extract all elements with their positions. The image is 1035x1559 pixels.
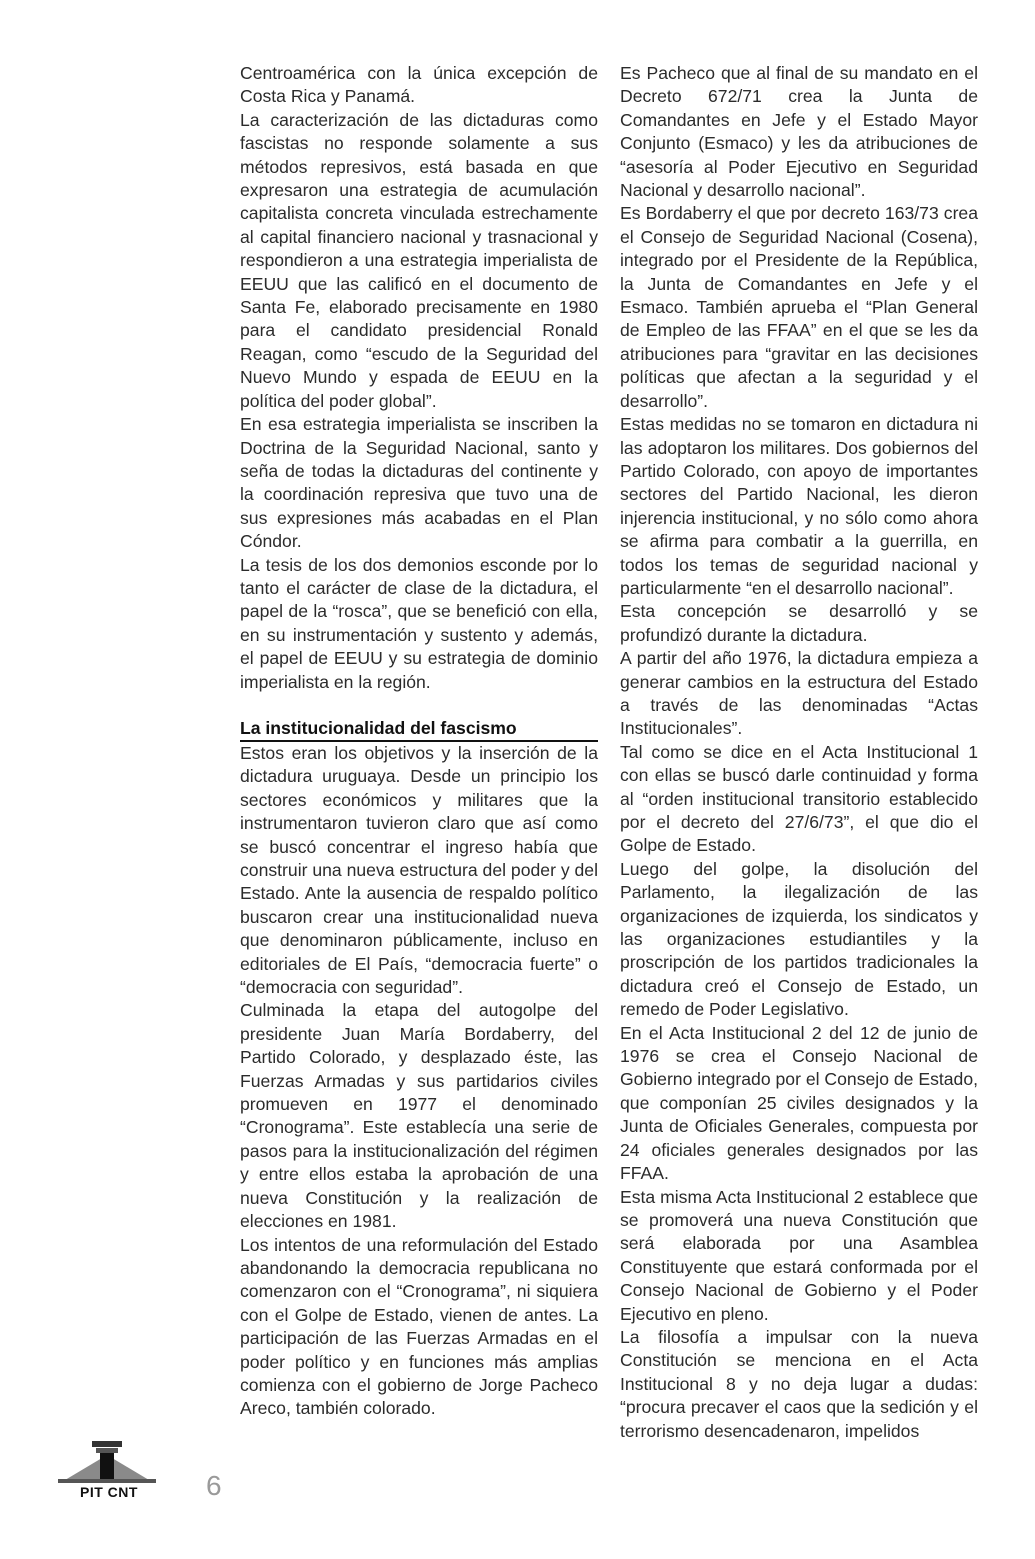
paragraph: Esta misma Acta Institucional 2 establece que se promoverá una nueva Constitución que será elaborada por una Asamblea Constituyente que estará conformada por el Consejo Nacional de Gobierno y el Poder Ejecutivo en pleno. bbox=[620, 1186, 978, 1324]
paragraph: Estas medidas no se tomaron en dictadura ni las adoptaron los militares. Dos gobiernos del Partido Colorado, con apoyo de importantes sectores del Partido Nacional, les dieron injerencia institucional, y no sólo como ahora se afirma para combatir a la guerrilla, en todos los temas de seguridad nacional y particularmente “en el desarrollo nacional”. bbox=[620, 414, 978, 598]
paragraph: En el Acta Institucional 2 del 12 de junio de 1976 se crea el Consejo Nacional de Gobierno integrado por el Consejo de Estado, que componían 25 civiles designados y la Junta de Oficiales Generales, compuesta por 24 oficiales generales designados por las FFAA. bbox=[620, 1022, 978, 1184]
left-column bbox=[240, 62, 598, 1421]
paragraph: Tal como se dice en el Acta Institucional 1 con ellas se buscó darle continuidad y forma al “orden institucional transitorio establecido por el decreto del 27/6/73”, el que dio el Golpe de Estado. bbox=[620, 741, 978, 856]
paragraph: A partir del año 1976, la dictadura empieza a generar cambios en la estructura del Estado a través de las denominadas “Actas Institucionales”. bbox=[620, 648, 978, 739]
section-heading: La institucionalidad del fascismo bbox=[240, 718, 598, 742]
paragraph: Estos eran los objetivos y la inserción de la dictadura uruguaya. Desde un principio los sectores económicos y militares que la instrumentaron tuvieron claro que así como se buscó concentrar el ingreso había que construir una nueva estructura del poder y del Estado. Ante la ausencia de respaldo político buscaron crear una institucionalidad nueva que denominaron públicamente, incluso en editoriales de El País, “democracia fuerte” o “democracia con seguridad”. bbox=[240, 742, 598, 998]
paragraph: Culminada la etapa del autogolpe del presidente Juan María Bordaberry, del Partido Colorado, y desplazado éste, las Fuerzas Armadas y sus partidarios civiles promueven en 1977 el denominado “Cronograma”. Este establecía una serie de pasos para la institucionalización del régimen y entre ellos estaba la aprobación de una nueva Constitución y la realización de elecciones en 1981. bbox=[240, 1000, 598, 1232]
logo-wordmark: PIT CNT bbox=[80, 1484, 138, 1500]
paragraph: Centroamérica con la única excepción de Costa Rica y Panamá. bbox=[240, 63, 598, 107]
paragraph: Esta concepción se desarrolló y se profundizó durante la dictadura. bbox=[620, 601, 978, 645]
paragraph: Es Pacheco que al final de su mandato en el Decreto 672/71 crea la Junta de Comandantes en Jefe y el Estado Mayor Conjunto (Esmaco) y les da atribuciones de “asesoría al Poder Ejecutivo en Seguridad Nacional y desarrollo nacional”. bbox=[620, 63, 978, 201]
paragraph: Los intentos de una reformulación del Estado abandonando la democracia republicana no comenzaron con el “Cronograma”, ni siquiera con el Golpe de Estado, vienen de antes. La participación de las Fuerzas Armadas en el poder político y en funciones más amplias comienza con el gobierno de Jorge Pacheco Areco, también colorado. bbox=[240, 1234, 598, 1419]
paragraph: Luego del golpe, la disolución del Parlamento, la ilegalización de las organizaciones de izquierda, los sindicatos y las organizaciones estudiantiles y la proscripción de los partidos tradicionales la dictadura creó el Consejo de Estado, un remedo de Poder Legislativo. bbox=[620, 858, 978, 1020]
right-column bbox=[620, 62, 978, 1443]
paragraph: La caracterización de las dictaduras como fascistas no responde solamente a sus métodos represivos, está basada en que expresaron una estrategia de acumulación capitalista concreta vinculada estrechamente al capital financiero nacional y trasnacional y respondieron a una estrategia imperialista de EEUU que las calificó en el documento de Santa Fe, elaborado precisamente en 1980 para el candidato presidencial Ronald Reagan, como “escudo de la Seguridad del Nuevo Mundo y espada de EEUU en la política del poder global”. bbox=[240, 109, 598, 411]
paragraph: Es Bordaberry el que por decreto 163/73 crea el Consejo de Seguridad Nacional (Cosena), integrado por el Presidente de la República, la Junta de Comandantes en Jefe y el Esmaco. También aprueba el “Plan General de Empleo de las FFAA” en el que se les da atribuciones para “gravitar en las decisiones políticas que afectan a la seguridad y el desarrollo”. bbox=[620, 203, 978, 411]
paragraph: En esa estrategia imperialista se inscriben la Doctrina de la Seguridad Nacional, santo y seña de todas la dictaduras del continente y la coordinación represiva que tuvo una de sus expresiones más acabadas en el Plan Cóndor. bbox=[240, 414, 598, 552]
page-number: 6 bbox=[206, 1470, 222, 1501]
paragraph: La filosofía a impulsar con la nueva Constitución se menciona en el Acta Institucional 8 y no deja lugar a dudas: “procura precaver el caos que la sedición y el terrorismo desencadenaron, impelidos bbox=[620, 1326, 978, 1441]
paragraph: La tesis de los dos demonios esconde por lo tanto el carácter de clase de la dictadura, el papel de la “rosca”, que se benefició con ella, en su instrumentación y sustento y además, el papel de EEUU y su estrategia de dominio imperialista en la región. bbox=[240, 554, 598, 692]
